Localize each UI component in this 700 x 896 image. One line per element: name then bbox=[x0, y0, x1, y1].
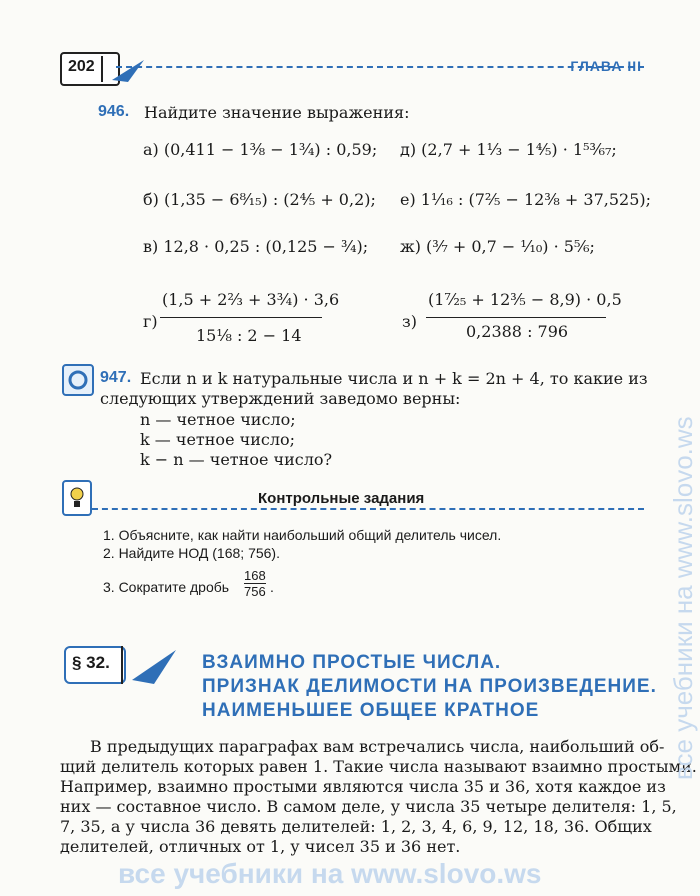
item-z-denominator: 0,2388 : 796 bbox=[466, 322, 569, 341]
control-q3-numerator: 168 bbox=[244, 568, 266, 583]
section-title-2: ПРИЗНАК ДЕЛИМОСТИ НА ПРОИЗВЕДЕНИЕ. bbox=[202, 676, 657, 697]
item-z-bar bbox=[426, 317, 606, 318]
control-q3-fraction bbox=[244, 568, 266, 599]
control-title: Контрольные задания bbox=[258, 490, 425, 507]
item-z-numerator: (1⁷⁄₂₅ + 12³⁄₅ − 8,9) · 0,5 bbox=[428, 290, 622, 309]
item-d: д) (2,7 + 1¹⁄₃ − 1⁴⁄₅) · 1⁵³⁄₆₇; bbox=[400, 140, 617, 159]
statement-2: k — четное число; bbox=[140, 430, 296, 449]
item-g-label: г) bbox=[143, 312, 158, 331]
problem-947-line1: Если n и k натуральные числа и n + k = 2n + 4, то какие из bbox=[140, 369, 648, 388]
arrow-flag-icon bbox=[98, 54, 150, 84]
control-q3-period: . bbox=[270, 579, 274, 595]
section-title-3: НАИМЕНЬШЕЕ ОБЩЕЕ КРАТНОЕ bbox=[202, 700, 540, 721]
statement-3: k − n — четное число? bbox=[140, 450, 333, 469]
problem-946-title: Найдите значение выражения: bbox=[144, 103, 410, 122]
arrow-flag-icon bbox=[118, 644, 184, 688]
header-rule bbox=[116, 66, 644, 68]
chapter-title: ГЛАВА III bbox=[570, 58, 642, 74]
lightbulb-icon bbox=[62, 480, 92, 516]
control-q3: 3. Сократите дробь bbox=[103, 579, 230, 595]
item-g-denominator: 15¹⁄₈ : 2 − 14 bbox=[196, 326, 302, 345]
control-rule bbox=[92, 508, 644, 510]
page-number: 202 bbox=[68, 58, 95, 75]
item-b: б) (1,35 − 6⁸⁄₁₅) : (2⁴⁄₅ + 0,2); bbox=[143, 190, 376, 209]
body-line-6: делителей, отличных от 1, у чисел 35 и 36 нет. bbox=[60, 837, 461, 856]
problem-947-line2: следующих утверждений заведомо верны: bbox=[100, 389, 461, 408]
item-g-bar bbox=[160, 317, 322, 318]
body-line-5: 7, 35, а у числа 36 девять делителей: 1, 2, 3, 4, 6, 9, 12, 18, 36. Общих bbox=[60, 817, 652, 836]
olympiad-icon bbox=[62, 364, 94, 396]
section-title-1: ВЗАИМНО ПРОСТЫЕ ЧИСЛА. bbox=[202, 652, 502, 673]
item-v: в) 12,8 · 0,25 : (0,125 − ³⁄₄); bbox=[143, 237, 369, 256]
statement-1: n — четное число; bbox=[140, 410, 296, 429]
body-line-3: Например, взаимно простыми являются числа 35 и 36, хотя каждое из bbox=[60, 777, 666, 796]
control-q2: 2. Найдите НОД (168; 756). bbox=[103, 545, 280, 561]
item-e: е) 1¹⁄₁₆ : (7²⁄₅ − 12³⁄₈ + 37,525); bbox=[400, 190, 652, 209]
body-line-4: них — составное число. В самом деле, у числа 35 четыре делителя: 1, 5, bbox=[60, 797, 677, 816]
problem-947-number: 947. bbox=[100, 369, 132, 386]
item-g-numerator: (1,5 + 2²⁄₃ + 3³⁄₄) · 3,6 bbox=[162, 290, 340, 309]
watermark-vertical: все учебники на www.slovo.ws bbox=[668, 416, 698, 780]
item-a: а) (0,411 − 1³⁄₈ − 1³⁄₄) : 0,59; bbox=[143, 140, 378, 159]
control-q1: 1. Объясните, как найти наибольший общий делитель чисел. bbox=[103, 527, 502, 543]
item-zh: ж) (³⁄₇ + 0,7 − ¹⁄₁₀) · 5⁵⁄₆; bbox=[400, 237, 595, 256]
body-line-1: В предыдущих параграфах вам встречались числа, наибольший об- bbox=[90, 737, 665, 756]
section-label: § 32. bbox=[72, 653, 110, 672]
watermark-bottom: все учебники на www.slovo.ws bbox=[118, 858, 542, 889]
item-z-label: з) bbox=[402, 312, 417, 331]
problem-946-number: 946. bbox=[98, 103, 130, 120]
body-line-2: щий делитель которых равен 1. Такие числа называют взаимно простыми. bbox=[60, 757, 697, 776]
control-q3-denominator: 756 bbox=[244, 584, 266, 599]
